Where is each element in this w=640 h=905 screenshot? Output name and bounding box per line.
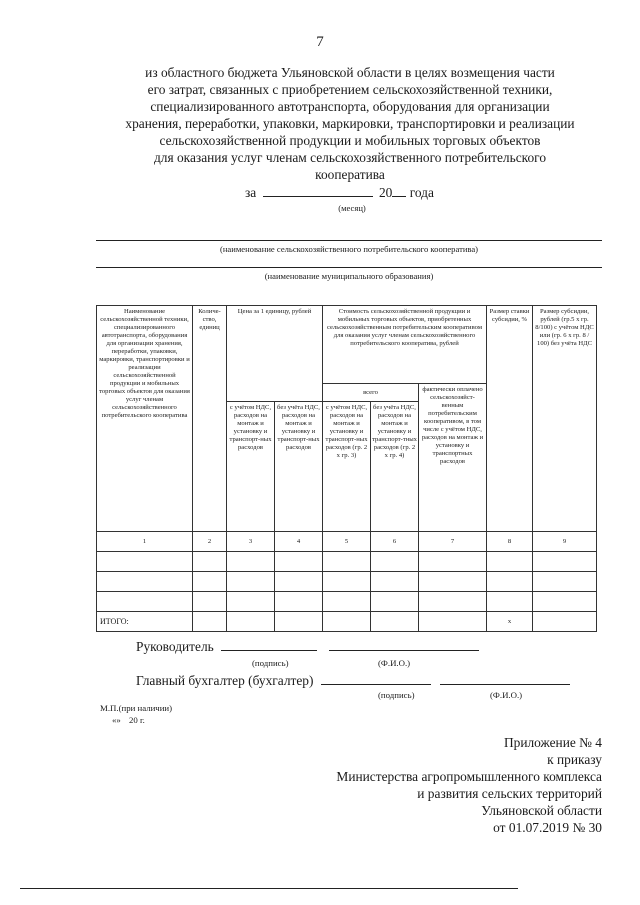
accountant-fio-field[interactable] xyxy=(440,672,570,685)
accountant-sign-field[interactable] xyxy=(321,672,431,685)
period-line xyxy=(245,184,434,201)
annex-block xyxy=(242,734,602,836)
table-cell[interactable] xyxy=(227,612,275,632)
col-number: 8 xyxy=(487,532,533,552)
month-caption: (месяц) xyxy=(338,203,366,213)
annex-title: Приложение № 4 xyxy=(503,735,602,750)
table-cell[interactable] xyxy=(533,612,597,632)
table-cell[interactable] xyxy=(227,552,275,572)
table-cell[interactable] xyxy=(533,572,597,592)
header-paid: фактически оплачено сельскохозяйст-венным потребительским кооперативом, в том числе с учётом НДС, расходов на монтаж и установку и транспортных расходов xyxy=(419,384,487,532)
table-cell[interactable] xyxy=(419,552,487,572)
table-cell[interactable] xyxy=(371,592,419,612)
document-title xyxy=(60,64,640,183)
total-label: ИТОГО: xyxy=(97,612,193,632)
table-cell[interactable] xyxy=(371,612,419,632)
head-sign-field[interactable] xyxy=(221,638,317,651)
period-prefix: за xyxy=(245,185,257,200)
table-cell[interactable] xyxy=(419,612,487,632)
table-cell[interactable] xyxy=(371,572,419,592)
table-row xyxy=(97,552,597,572)
period-year-prefix: 20 xyxy=(378,185,393,200)
col-number: 4 xyxy=(275,532,323,552)
annex-line: Министерства агропромышленного комплекса xyxy=(336,769,602,784)
annex-line: от 01.07.2019 № 30 xyxy=(493,820,602,835)
annex-line: к приказу xyxy=(547,752,602,767)
accountant-fio-caption: (Ф.И.О.) xyxy=(490,690,523,700)
date-open-quote: « xyxy=(112,715,117,725)
year-field[interactable] xyxy=(392,184,406,197)
table-row xyxy=(97,592,597,612)
title-line: сельскохозяйственной продукции и мобильных торговых объектов xyxy=(159,133,541,148)
col-number: 2 xyxy=(193,532,227,552)
header-name: Наименование сельскохозяйственной техники, специализированного автотранспорта, оборудования для организации хранения, переработки, упаковки, маркировки, транспортировки и реализации сельскохозяйственной продукции и мобильных торговых объектов для оказания услуг членам сельскохозяйственного потребительского кооператива xyxy=(97,306,193,532)
table-cell[interactable] xyxy=(487,592,533,612)
table-cell[interactable] xyxy=(419,572,487,592)
table-cell[interactable] xyxy=(97,552,193,572)
coop-name-caption: (наименование сельскохозяйственного потребительского кооператива) xyxy=(219,244,479,254)
coop-name-field[interactable] xyxy=(96,240,602,241)
table-cell[interactable] xyxy=(275,592,323,612)
table-cell[interactable] xyxy=(323,612,371,632)
table-cell[interactable] xyxy=(275,552,323,572)
accountant-label: Главный бухгалтер (бухгалтер) xyxy=(136,673,314,688)
head-fio-caption: (Ф.И.О.) xyxy=(378,658,411,668)
table-cell[interactable] xyxy=(227,592,275,612)
header-cost-vat: с учётом НДС, расходов на монтаж и установку и транспорт-ных расходов (гр. 2 х гр. 3) xyxy=(323,402,371,532)
table-cell[interactable] xyxy=(487,552,533,572)
table-cell[interactable] xyxy=(371,552,419,572)
annex-line: Ульяновской области xyxy=(481,803,602,818)
table-cell[interactable] xyxy=(193,612,227,632)
table-cell[interactable] xyxy=(323,552,371,572)
annex-line: и развития сельских территорий xyxy=(417,786,602,801)
footer-divider xyxy=(20,888,518,889)
title-line: специализированного автотранспорта, оборудования для организации xyxy=(150,99,550,114)
head-label: Руководитель xyxy=(136,639,214,654)
page-number: 7 xyxy=(316,34,324,50)
header-total: всего xyxy=(323,384,419,402)
col-number: 9 xyxy=(533,532,597,552)
head-signature-line xyxy=(136,638,479,655)
table-cell[interactable] xyxy=(193,592,227,612)
header-cost: Стоимость сельскохозяйственной продукции и мобильных торговых объектов, приобретенных сельскохозяйственным потребительским кооперативом для оказания услуг членам сельскохозяйственного потребительского кооператива, рублей xyxy=(323,306,487,384)
date-year-prefix: 20 xyxy=(129,715,138,725)
accountant-sign-caption: (подпись) xyxy=(378,690,415,700)
stamp-label: М.П.(при наличии) xyxy=(100,703,173,713)
table-row xyxy=(97,572,597,592)
title-line: кооператива xyxy=(315,167,385,182)
col-number: 3 xyxy=(227,532,275,552)
table-cell[interactable] xyxy=(323,572,371,592)
table-cell[interactable] xyxy=(193,552,227,572)
table-cell[interactable] xyxy=(227,572,275,592)
table-cell[interactable] xyxy=(487,572,533,592)
date-close-quote: » xyxy=(116,715,121,725)
period-suffix: года xyxy=(409,185,434,200)
date-suffix: г. xyxy=(140,715,145,725)
table-cell[interactable] xyxy=(419,592,487,612)
header-price-vat: с учётом НДС, расходов на монтаж и установку и транспорт-ных расходов xyxy=(227,402,275,532)
table-cell[interactable] xyxy=(275,612,323,632)
header-price-novat: без учёта НДС, расходов на монтаж и установку и транспорт-ных расходов xyxy=(275,402,323,532)
municipality-field[interactable] xyxy=(96,267,602,268)
month-field[interactable] xyxy=(263,184,373,197)
header-price: Цена за 1 единицу, рублей xyxy=(227,306,323,402)
table-cell[interactable] xyxy=(193,572,227,592)
title-line: из областного бюджета Ульяновской области в целях возмещения части xyxy=(145,65,555,80)
table-cell[interactable] xyxy=(533,552,597,572)
total-row xyxy=(97,612,597,632)
subsidy-table xyxy=(96,305,597,632)
header-rate: Размер ставки субсидии, % xyxy=(487,306,533,532)
head-sign-caption: (подпись) xyxy=(252,658,289,668)
col-number: 5 xyxy=(323,532,371,552)
col-number: 7 xyxy=(419,532,487,552)
table-cell[interactable] xyxy=(533,592,597,612)
title-line: его затрат, связанных с приобретением сельскохозяйственной техники, xyxy=(147,82,553,97)
table-cell[interactable] xyxy=(323,592,371,612)
title-line: хранения, переработки, упаковки, маркировки, транспортировки и реализации xyxy=(125,116,575,131)
municipality-caption: (наименование муниципального образования) xyxy=(264,271,434,281)
table-cell[interactable] xyxy=(97,592,193,612)
head-fio-field[interactable] xyxy=(329,638,479,651)
header-qty: Количе-ство, единиц xyxy=(193,306,227,532)
accountant-signature-line xyxy=(136,672,570,689)
col-number: 1 xyxy=(97,532,193,552)
header-cost-novat: без учёта НДС, расходов на монтаж и установку и транспорт-тных расходов (гр. 2 х гр. 4) xyxy=(371,402,419,532)
table-cell[interactable] xyxy=(97,572,193,592)
title-line: для оказания услуг членам сельскохозяйственного потребительского xyxy=(153,150,547,165)
date-line xyxy=(112,715,145,725)
col-number: 6 xyxy=(371,532,419,552)
table-cell[interactable] xyxy=(275,572,323,592)
total-rate-mark: х xyxy=(487,612,533,632)
header-subsidy: Размер субсидии, рублей (гр.5 х гр. 8/100) с учётом НДС или (гр. 6 х гр. 8 / 100) без учёта НДС xyxy=(533,306,597,532)
